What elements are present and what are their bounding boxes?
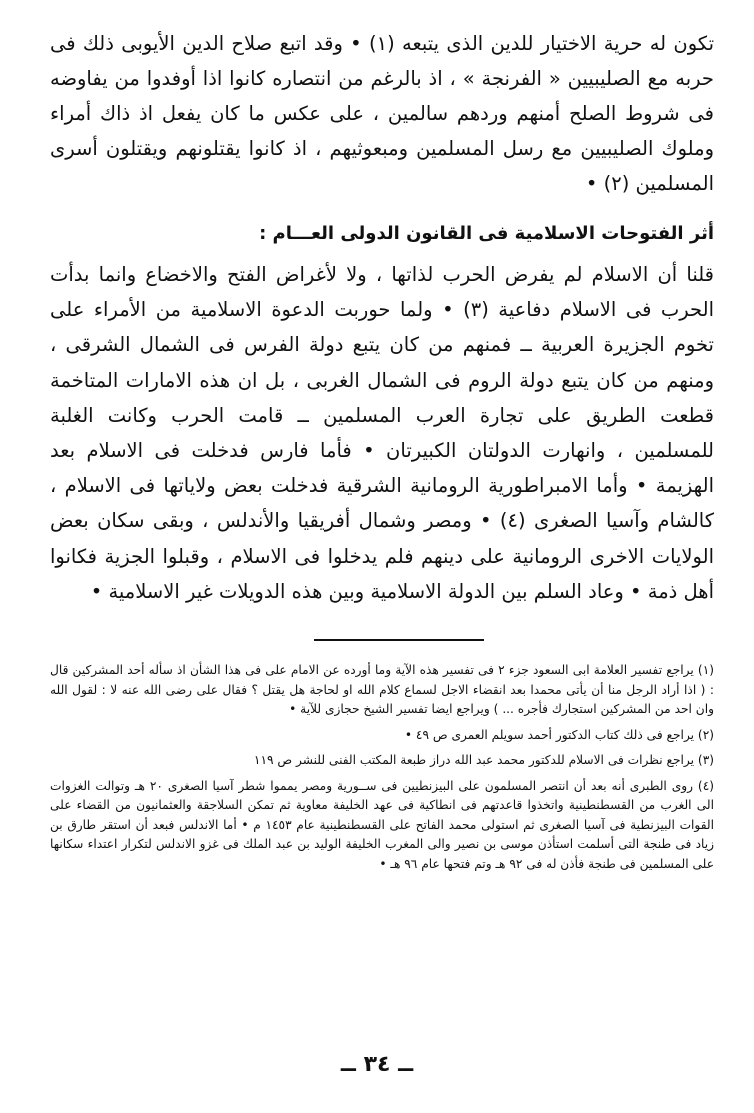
footnotes (50, 661, 714, 874)
section-heading: أثر الفتوحات الاسلامية فى القانون الدولى العـــام : (259, 223, 714, 244)
footnote-divider (314, 639, 484, 641)
body-paragraph: قلنا أن الاسلام لم يفرض الحرب لذاتها ، ولا لأغراض الفتح والاخضاع وانما بدأت الحرب فى الاسلام دفاعية (٣) • ولما حوربت الدعوة الاسلامية من الأمراء على تخوم الجزيرة العربية ــ فمنهم من كان يتبع دولة الفرس فى الشمال الشرقى ، ومنهم من كان يتبع دولة الروم فى الشمال الغربى ، بل ان هذه الامارات المتاخمة قطعت الطريق على تجارة العرب المسلمين ــ قامت الحرب وكانت الغلبة للمسلمين ، وانهارت الدولتان الكبيرتان • فأما فارس فدخلت فى الاسلام بعد الهزيمة • وأما الامبراطورية الرومانية الشرقية فدخلت بعض ولاياتها فى الاسلام ، كالشام وآسيا الصغرى (٤) • ومصر وشمال أفريقيا والأندلس ، وبقى سكان بعض الولايات الاخرى الرومانية على دينهم فلم يدخلوا فى الاسلام ، وقبلوا الجزية فكانوا أهل ذمة • وعاد السلم بين الدولة الاسلامية وبين هذه الدويلات غير الاسلامية • (50, 263, 714, 603)
footnote-4: (٤) روى الطبرى أنه بعد أن انتصر المسلمون على البيزنطيين فى ســورية ومصر يمموا شطر آسيا الصغرى ٢٠ هـ وتوالت الغزوات الى الغرب من القسطنطينية واتخذوا قاعدتهم فى انطاكية فى عهد الخليفة معاوية ثم تمكن السلاجقة والعثمانيون من القضاء على القوات البيزنطية فى آسيا الصغرى ثم استولى محمد الفاتح على القسطنطينية عام ١٤٥٣ م • أما الاندلس فبعد أن استقر طارق بن زياد فى طنجة التى أسلمت استأذن موسى بن نصير والى المغرب الخليفة الوليد بن عبد الملك فى غزو الاندلس لتكرار اعتداء سكانها على المسلمين فى طنجة فأذن له فى ٩٢ هـ وتم فتحها عام ٩٦ هـ • (50, 778, 714, 871)
page-number: ــ ٣٤ ــ (340, 1052, 414, 1077)
footnote-1: (١) يراجع تفسير العلامة ابى السعود جزء ٢ فى تفسير هذه الآية وما أورده عن الامام على فى هذا الشأن اذ سأله أحد المشركين قال : ( اذا أراد الرجل منا أن يأتى محمدا بعد انقضاء الاجل لسماع كلام الله او لحاجة هل يقتل ؟ فقال على رضى الله عنه لا : لقول الله وان احد من المشركين استجارك فأجره ... ) ويراجع ايضا تفسير الشيخ حجازى للآية • (50, 663, 714, 717)
footnote-2: (٢) يراجع فى ذلك كتاب الدكتور أحمد سويلم العمرى ص ٤٩ • (404, 727, 714, 742)
book-page (50, 26, 714, 880)
footnote-3: (٣) يراجع نظرات فى الاسلام للدكتور محمد عبد الله دراز طبعة المكتب الفنى للنشر ص ١١٩ (253, 753, 714, 768)
intro-paragraph: تكون له حرية الاختيار للدين الذى يتبعه (١) • وقد اتبع صلاح الدين الأيوبى ذلك فى حربه مع الصليبيين « الفرنجة » ، اذ بالرغم من انتصاره كانوا اذا أوفدوا من يفاوضه فى شروط الصلح أمنهم وردهم سالمين ، على عكس ما كان يفعل اذ ذاك أمراء وملوك الصليبيين مع رسل المسلمين ومبعوثيهم ، اذ كانوا يقتلونهم ويقتلون أسرى المسلمين (٢) • (50, 32, 715, 195)
